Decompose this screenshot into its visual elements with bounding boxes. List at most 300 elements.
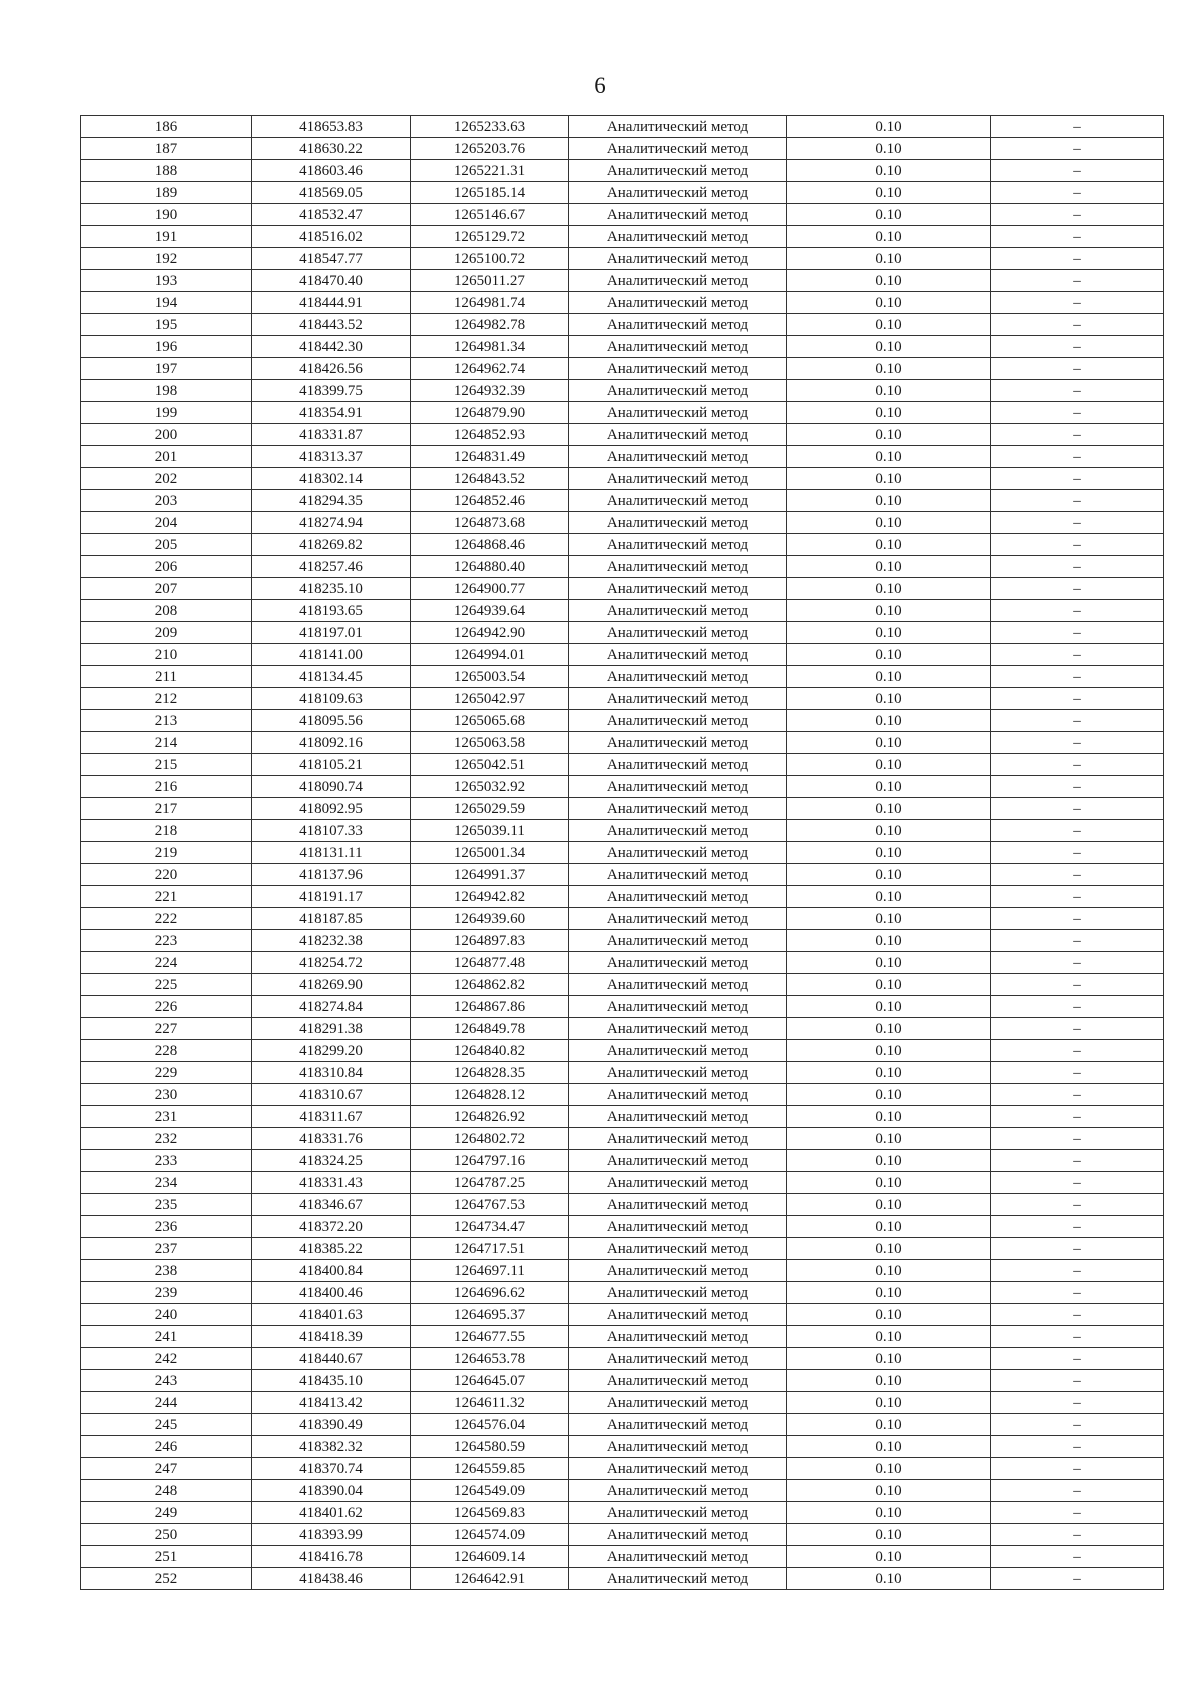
point-number-cell: 192 (81, 248, 252, 270)
y-coordinate-cell: 1265039.11 (411, 820, 569, 842)
method-cell: Аналитический метод (569, 248, 787, 270)
method-cell: Аналитический метод (569, 1128, 787, 1150)
description-cell: – (991, 798, 1164, 820)
x-coordinate-cell: 418443.52 (252, 314, 411, 336)
x-coordinate-cell: 418532.47 (252, 204, 411, 226)
table-row (81, 1018, 1164, 1040)
description-cell: – (991, 446, 1164, 468)
accuracy-cell: 0.10 (787, 622, 991, 644)
x-coordinate-cell: 418331.76 (252, 1128, 411, 1150)
method-cell: Аналитический метод (569, 754, 787, 776)
method-cell: Аналитический метод (569, 1194, 787, 1216)
accuracy-cell: 0.10 (787, 1084, 991, 1106)
accuracy-cell: 0.10 (787, 292, 991, 314)
x-coordinate-cell: 418274.84 (252, 996, 411, 1018)
y-coordinate-cell: 1264880.40 (411, 556, 569, 578)
table-row (81, 1106, 1164, 1128)
point-number-cell: 213 (81, 710, 252, 732)
description-cell: – (991, 1040, 1164, 1062)
accuracy-cell: 0.10 (787, 1172, 991, 1194)
accuracy-cell: 0.10 (787, 314, 991, 336)
accuracy-cell: 0.10 (787, 1040, 991, 1062)
y-coordinate-cell: 1264862.82 (411, 974, 569, 996)
method-cell: Аналитический метод (569, 842, 787, 864)
table-row (81, 1194, 1164, 1216)
description-cell: – (991, 578, 1164, 600)
table-row (81, 666, 1164, 688)
accuracy-cell: 0.10 (787, 1260, 991, 1282)
y-coordinate-cell: 1264611.32 (411, 1392, 569, 1414)
point-number-cell: 243 (81, 1370, 252, 1392)
y-coordinate-cell: 1264879.90 (411, 402, 569, 424)
method-cell: Аналитический метод (569, 1546, 787, 1568)
x-coordinate-cell: 418426.56 (252, 358, 411, 380)
y-coordinate-cell: 1264849.78 (411, 1018, 569, 1040)
point-number-cell: 203 (81, 490, 252, 512)
description-cell: – (991, 292, 1164, 314)
point-number-cell: 233 (81, 1150, 252, 1172)
y-coordinate-cell: 1264787.25 (411, 1172, 569, 1194)
point-number-cell: 187 (81, 138, 252, 160)
description-cell: – (991, 116, 1164, 138)
description-cell: – (991, 204, 1164, 226)
description-cell: – (991, 512, 1164, 534)
y-coordinate-cell: 1264840.82 (411, 1040, 569, 1062)
table-row (81, 424, 1164, 446)
accuracy-cell: 0.10 (787, 732, 991, 754)
method-cell: Аналитический метод (569, 204, 787, 226)
y-coordinate-cell: 1265203.76 (411, 138, 569, 160)
x-coordinate-cell: 418109.63 (252, 688, 411, 710)
method-cell: Аналитический метод (569, 556, 787, 578)
x-coordinate-cell: 418269.82 (252, 534, 411, 556)
method-cell: Аналитический метод (569, 600, 787, 622)
description-cell: – (991, 1304, 1164, 1326)
accuracy-cell: 0.10 (787, 358, 991, 380)
description-cell: – (991, 1084, 1164, 1106)
x-coordinate-cell: 418310.67 (252, 1084, 411, 1106)
method-cell: Аналитический метод (569, 732, 787, 754)
point-number-cell: 224 (81, 952, 252, 974)
point-number-cell: 222 (81, 908, 252, 930)
table-row (81, 1568, 1164, 1590)
point-number-cell: 245 (81, 1414, 252, 1436)
point-number-cell: 227 (81, 1018, 252, 1040)
method-cell: Аналитический метод (569, 1216, 787, 1238)
description-cell: – (991, 358, 1164, 380)
point-number-cell: 186 (81, 116, 252, 138)
method-cell: Аналитический метод (569, 1524, 787, 1546)
table-row (81, 1040, 1164, 1062)
accuracy-cell: 0.10 (787, 974, 991, 996)
page-number: 6 (594, 73, 606, 98)
method-cell: Аналитический метод (569, 1458, 787, 1480)
point-number-cell: 239 (81, 1282, 252, 1304)
table-row (81, 1524, 1164, 1546)
y-coordinate-cell: 1265221.31 (411, 160, 569, 182)
description-cell: – (991, 600, 1164, 622)
description-cell: – (991, 1238, 1164, 1260)
description-cell: – (991, 402, 1164, 424)
y-coordinate-cell: 1264900.77 (411, 578, 569, 600)
accuracy-cell: 0.10 (787, 886, 991, 908)
table-row (81, 160, 1164, 182)
description-cell: – (991, 732, 1164, 754)
accuracy-cell: 0.10 (787, 710, 991, 732)
table-row (81, 1502, 1164, 1524)
x-coordinate-cell: 418254.72 (252, 952, 411, 974)
y-coordinate-cell: 1264867.86 (411, 996, 569, 1018)
accuracy-cell: 0.10 (787, 512, 991, 534)
accuracy-cell: 0.10 (787, 666, 991, 688)
y-coordinate-cell: 1265129.72 (411, 226, 569, 248)
description-cell: – (991, 1546, 1164, 1568)
method-cell: Аналитический метод (569, 974, 787, 996)
accuracy-cell: 0.10 (787, 226, 991, 248)
y-coordinate-cell: 1264828.12 (411, 1084, 569, 1106)
method-cell: Аналитический метод (569, 1282, 787, 1304)
table-row (81, 248, 1164, 270)
accuracy-cell: 0.10 (787, 776, 991, 798)
accuracy-cell: 0.10 (787, 248, 991, 270)
point-number-cell: 212 (81, 688, 252, 710)
description-cell: – (991, 380, 1164, 402)
point-number-cell: 204 (81, 512, 252, 534)
x-coordinate-cell: 418291.38 (252, 1018, 411, 1040)
description-cell: – (991, 820, 1164, 842)
y-coordinate-cell: 1264994.01 (411, 644, 569, 666)
y-coordinate-cell: 1264576.04 (411, 1414, 569, 1436)
description-cell: – (991, 930, 1164, 952)
y-coordinate-cell: 1264802.72 (411, 1128, 569, 1150)
table-row (81, 1062, 1164, 1084)
method-cell: Аналитический метод (569, 820, 787, 842)
y-coordinate-cell: 1264826.92 (411, 1106, 569, 1128)
description-cell: – (991, 842, 1164, 864)
table-row (81, 1480, 1164, 1502)
table-row (81, 754, 1164, 776)
x-coordinate-cell: 418385.22 (252, 1238, 411, 1260)
description-cell: – (991, 336, 1164, 358)
table-row (81, 402, 1164, 424)
method-cell: Аналитический метод (569, 1370, 787, 1392)
table-row (81, 996, 1164, 1018)
x-coordinate-cell: 418141.00 (252, 644, 411, 666)
x-coordinate-cell: 418092.95 (252, 798, 411, 820)
y-coordinate-cell: 1264642.91 (411, 1568, 569, 1590)
x-coordinate-cell: 418134.45 (252, 666, 411, 688)
x-coordinate-cell: 418232.38 (252, 930, 411, 952)
description-cell: – (991, 1568, 1164, 1590)
method-cell: Аналитический метод (569, 402, 787, 424)
description-cell: – (991, 1326, 1164, 1348)
y-coordinate-cell: 1265065.68 (411, 710, 569, 732)
x-coordinate-cell: 418092.16 (252, 732, 411, 754)
x-coordinate-cell: 418311.67 (252, 1106, 411, 1128)
method-cell: Аналитический метод (569, 908, 787, 930)
description-cell: – (991, 270, 1164, 292)
y-coordinate-cell: 1264843.52 (411, 468, 569, 490)
x-coordinate-cell: 418313.37 (252, 446, 411, 468)
method-cell: Аналитический метод (569, 1040, 787, 1062)
method-cell: Аналитический метод (569, 160, 787, 182)
point-number-cell: 208 (81, 600, 252, 622)
method-cell: Аналитический метод (569, 1348, 787, 1370)
table-row (81, 512, 1164, 534)
x-coordinate-cell: 418324.25 (252, 1150, 411, 1172)
table-row (81, 578, 1164, 600)
y-coordinate-cell: 1264982.78 (411, 314, 569, 336)
method-cell: Аналитический метод (569, 1304, 787, 1326)
y-coordinate-cell: 1264559.85 (411, 1458, 569, 1480)
y-coordinate-cell: 1265029.59 (411, 798, 569, 820)
y-coordinate-cell: 1264939.60 (411, 908, 569, 930)
y-coordinate-cell: 1264932.39 (411, 380, 569, 402)
table-row (81, 1546, 1164, 1568)
y-coordinate-cell: 1264828.35 (411, 1062, 569, 1084)
y-coordinate-cell: 1264574.09 (411, 1524, 569, 1546)
accuracy-cell: 0.10 (787, 1150, 991, 1172)
y-coordinate-cell: 1265011.27 (411, 270, 569, 292)
accuracy-cell: 0.10 (787, 1238, 991, 1260)
y-coordinate-cell: 1264697.11 (411, 1260, 569, 1282)
accuracy-cell: 0.10 (787, 908, 991, 930)
accuracy-cell: 0.10 (787, 1436, 991, 1458)
table-row (81, 798, 1164, 820)
method-cell: Аналитический метод (569, 622, 787, 644)
y-coordinate-cell: 1264645.07 (411, 1370, 569, 1392)
method-cell: Аналитический метод (569, 1172, 787, 1194)
accuracy-cell: 0.10 (787, 930, 991, 952)
x-coordinate-cell: 418095.56 (252, 710, 411, 732)
accuracy-cell: 0.10 (787, 1370, 991, 1392)
description-cell: – (991, 974, 1164, 996)
x-coordinate-cell: 418257.46 (252, 556, 411, 578)
x-coordinate-cell: 418390.49 (252, 1414, 411, 1436)
point-number-cell: 209 (81, 622, 252, 644)
y-coordinate-cell: 1264868.46 (411, 534, 569, 556)
method-cell: Аналитический метод (569, 534, 787, 556)
y-coordinate-cell: 1264696.62 (411, 1282, 569, 1304)
x-coordinate-cell: 418440.67 (252, 1348, 411, 1370)
method-cell: Аналитический метод (569, 1414, 787, 1436)
table-row (81, 864, 1164, 886)
point-number-cell: 210 (81, 644, 252, 666)
x-coordinate-cell: 418569.05 (252, 182, 411, 204)
x-coordinate-cell: 418187.85 (252, 908, 411, 930)
table-row (81, 1370, 1164, 1392)
x-coordinate-cell: 418470.40 (252, 270, 411, 292)
x-coordinate-cell: 418090.74 (252, 776, 411, 798)
point-number-cell: 205 (81, 534, 252, 556)
table-row (81, 710, 1164, 732)
method-cell: Аналитический метод (569, 138, 787, 160)
description-cell: – (991, 886, 1164, 908)
description-cell: – (991, 424, 1164, 446)
point-number-cell: 196 (81, 336, 252, 358)
method-cell: Аналитический метод (569, 1260, 787, 1282)
method-cell: Аналитический метод (569, 380, 787, 402)
point-number-cell: 194 (81, 292, 252, 314)
table-row (81, 1260, 1164, 1282)
point-number-cell: 218 (81, 820, 252, 842)
accuracy-cell: 0.10 (787, 1128, 991, 1150)
table-row (81, 358, 1164, 380)
point-number-cell: 232 (81, 1128, 252, 1150)
table-row (81, 1458, 1164, 1480)
method-cell: Аналитический метод (569, 116, 787, 138)
accuracy-cell: 0.10 (787, 380, 991, 402)
table-row (81, 644, 1164, 666)
method-cell: Аналитический метод (569, 952, 787, 974)
y-coordinate-cell: 1264653.78 (411, 1348, 569, 1370)
method-cell: Аналитический метод (569, 1018, 787, 1040)
accuracy-cell: 0.10 (787, 138, 991, 160)
table-row (81, 380, 1164, 402)
method-cell: Аналитический метод (569, 996, 787, 1018)
point-number-cell: 193 (81, 270, 252, 292)
description-cell: – (991, 1128, 1164, 1150)
x-coordinate-cell: 418310.84 (252, 1062, 411, 1084)
x-coordinate-cell: 418435.10 (252, 1370, 411, 1392)
method-cell: Аналитический метод (569, 644, 787, 666)
point-number-cell: 231 (81, 1106, 252, 1128)
method-cell: Аналитический метод (569, 226, 787, 248)
x-coordinate-cell: 418354.91 (252, 402, 411, 424)
x-coordinate-cell: 418137.96 (252, 864, 411, 886)
description-cell: – (991, 226, 1164, 248)
description-cell: – (991, 1194, 1164, 1216)
description-cell: – (991, 490, 1164, 512)
y-coordinate-cell: 1264852.93 (411, 424, 569, 446)
y-coordinate-cell: 1265042.51 (411, 754, 569, 776)
point-number-cell: 197 (81, 358, 252, 380)
table-row (81, 1304, 1164, 1326)
method-cell: Аналитический метод (569, 1568, 787, 1590)
accuracy-cell: 0.10 (787, 1546, 991, 1568)
method-cell: Аналитический метод (569, 710, 787, 732)
accuracy-cell: 0.10 (787, 556, 991, 578)
method-cell: Аналитический метод (569, 424, 787, 446)
description-cell: – (991, 996, 1164, 1018)
point-number-cell: 226 (81, 996, 252, 1018)
x-coordinate-cell: 418105.21 (252, 754, 411, 776)
accuracy-cell: 0.10 (787, 1106, 991, 1128)
method-cell: Аналитический метод (569, 886, 787, 908)
method-cell: Аналитический метод (569, 776, 787, 798)
point-number-cell: 241 (81, 1326, 252, 1348)
table-row (81, 270, 1164, 292)
coordinates-table-body (81, 116, 1164, 1590)
method-cell: Аналитический метод (569, 1326, 787, 1348)
point-number-cell: 249 (81, 1502, 252, 1524)
description-cell: – (991, 1172, 1164, 1194)
y-coordinate-cell: 1264767.53 (411, 1194, 569, 1216)
point-number-cell: 211 (81, 666, 252, 688)
method-cell: Аналитический метод (569, 666, 787, 688)
x-coordinate-cell: 418401.62 (252, 1502, 411, 1524)
point-number-cell: 195 (81, 314, 252, 336)
accuracy-cell: 0.10 (787, 644, 991, 666)
y-coordinate-cell: 1264797.16 (411, 1150, 569, 1172)
y-coordinate-cell: 1264873.68 (411, 512, 569, 534)
accuracy-cell: 0.10 (787, 402, 991, 424)
y-coordinate-cell: 1264962.74 (411, 358, 569, 380)
method-cell: Аналитический метод (569, 292, 787, 314)
accuracy-cell: 0.10 (787, 1062, 991, 1084)
y-coordinate-cell: 1265146.67 (411, 204, 569, 226)
accuracy-cell: 0.10 (787, 1304, 991, 1326)
x-coordinate-cell: 418413.42 (252, 1392, 411, 1414)
y-coordinate-cell: 1265185.14 (411, 182, 569, 204)
point-number-cell: 190 (81, 204, 252, 226)
y-coordinate-cell: 1264852.46 (411, 490, 569, 512)
description-cell: – (991, 864, 1164, 886)
table-row (81, 336, 1164, 358)
description-cell: – (991, 622, 1164, 644)
accuracy-cell: 0.10 (787, 754, 991, 776)
table-row (81, 1084, 1164, 1106)
table-row (81, 556, 1164, 578)
accuracy-cell: 0.10 (787, 952, 991, 974)
description-cell: – (991, 534, 1164, 556)
accuracy-cell: 0.10 (787, 1216, 991, 1238)
x-coordinate-cell: 418400.46 (252, 1282, 411, 1304)
point-number-cell: 246 (81, 1436, 252, 1458)
description-cell: – (991, 1282, 1164, 1304)
description-cell: – (991, 1348, 1164, 1370)
description-cell: – (991, 1216, 1164, 1238)
x-coordinate-cell: 418235.10 (252, 578, 411, 600)
accuracy-cell: 0.10 (787, 160, 991, 182)
table-row (81, 138, 1164, 160)
y-coordinate-cell: 1264991.37 (411, 864, 569, 886)
point-number-cell: 248 (81, 1480, 252, 1502)
x-coordinate-cell: 418191.17 (252, 886, 411, 908)
x-coordinate-cell: 418416.78 (252, 1546, 411, 1568)
x-coordinate-cell: 418294.35 (252, 490, 411, 512)
x-coordinate-cell: 418418.39 (252, 1326, 411, 1348)
method-cell: Аналитический метод (569, 336, 787, 358)
point-number-cell: 214 (81, 732, 252, 754)
x-coordinate-cell: 418393.99 (252, 1524, 411, 1546)
accuracy-cell: 0.10 (787, 798, 991, 820)
point-number-cell: 199 (81, 402, 252, 424)
table-row (81, 908, 1164, 930)
point-number-cell: 200 (81, 424, 252, 446)
y-coordinate-cell: 1264981.74 (411, 292, 569, 314)
accuracy-cell: 0.10 (787, 864, 991, 886)
x-coordinate-cell: 418197.01 (252, 622, 411, 644)
x-coordinate-cell: 418401.63 (252, 1304, 411, 1326)
table-row (81, 1436, 1164, 1458)
description-cell: – (991, 314, 1164, 336)
accuracy-cell: 0.10 (787, 820, 991, 842)
y-coordinate-cell: 1264942.82 (411, 886, 569, 908)
method-cell: Аналитический метод (569, 1502, 787, 1524)
method-cell: Аналитический метод (569, 1238, 787, 1260)
point-number-cell: 230 (81, 1084, 252, 1106)
table-row (81, 468, 1164, 490)
x-coordinate-cell: 418372.20 (252, 1216, 411, 1238)
table-row (81, 1172, 1164, 1194)
description-cell: – (991, 1524, 1164, 1546)
table-row (81, 820, 1164, 842)
accuracy-cell: 0.10 (787, 1524, 991, 1546)
method-cell: Аналитический метод (569, 1062, 787, 1084)
description-cell: – (991, 1106, 1164, 1128)
accuracy-cell: 0.10 (787, 1568, 991, 1590)
